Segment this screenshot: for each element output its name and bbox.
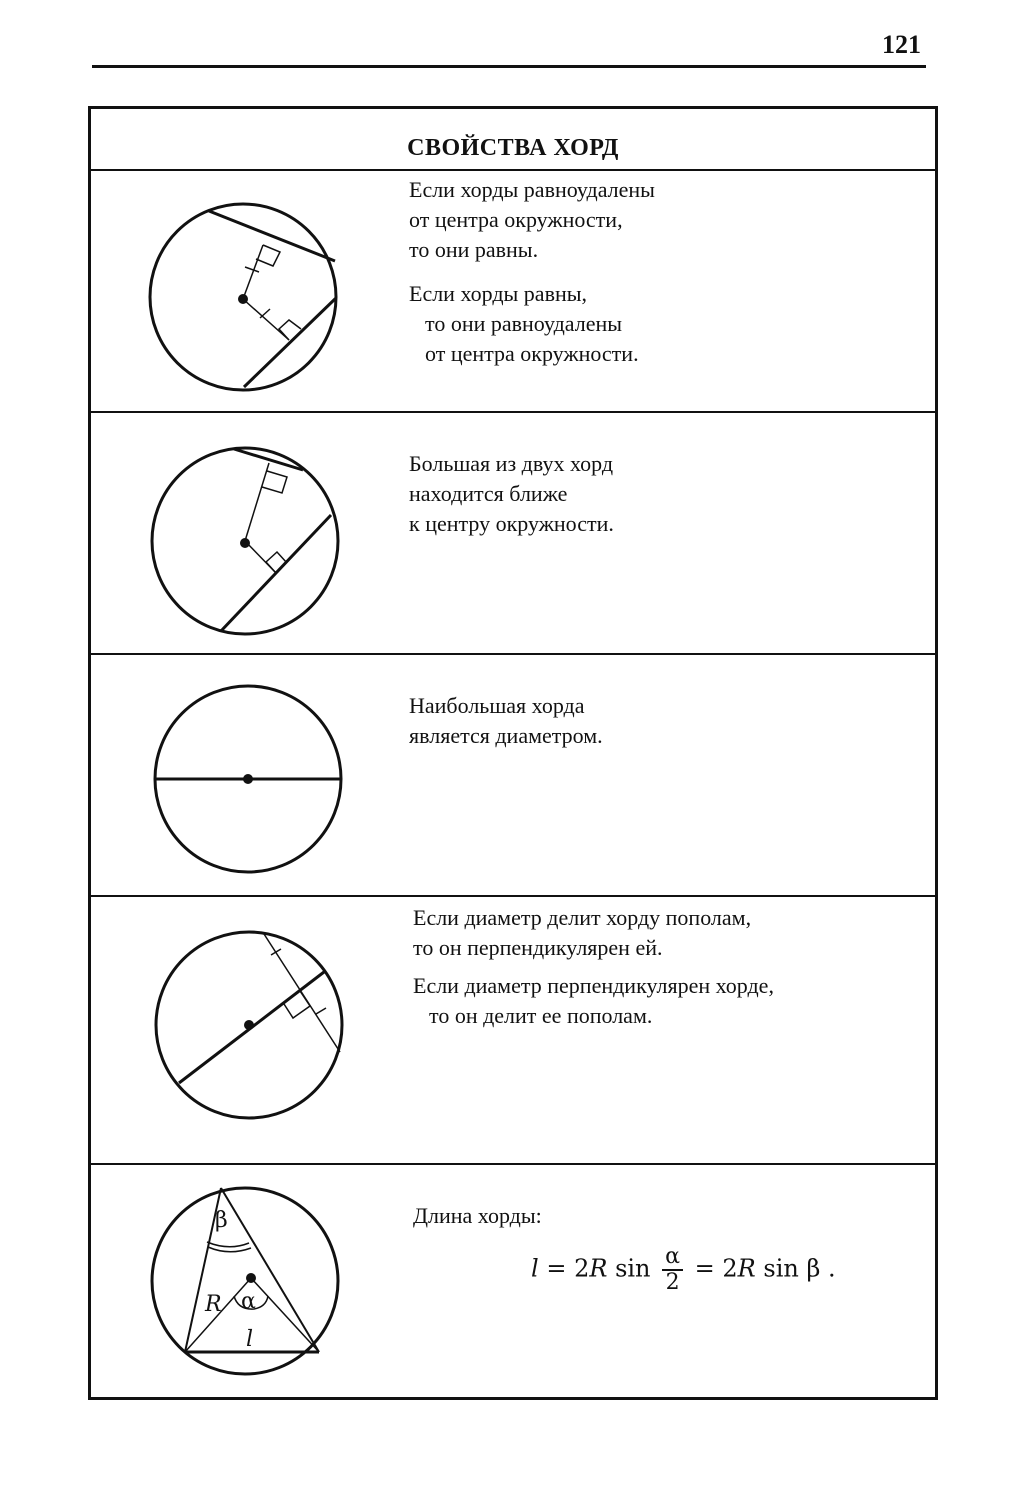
row-diameter bbox=[91, 655, 935, 897]
formula-R1: R bbox=[589, 1254, 608, 1283]
tick-mark-upper bbox=[245, 267, 259, 272]
text-line: от центра окружности, bbox=[409, 207, 623, 232]
perpendicular-short bbox=[245, 463, 269, 541]
chord-upper bbox=[209, 211, 335, 261]
row-chord-length bbox=[91, 1165, 935, 1397]
tick-mark-upper bbox=[271, 949, 281, 955]
formula-eq2: = 2 bbox=[694, 1254, 738, 1283]
right-angle-mark-long bbox=[266, 552, 287, 573]
table-header bbox=[91, 109, 935, 171]
center-point bbox=[244, 1020, 254, 1030]
header-rule bbox=[92, 65, 926, 68]
larger-chord-diagram bbox=[91, 413, 351, 655]
chord-length-formula bbox=[531, 1245, 836, 1295]
formula-alpha: α bbox=[662, 1245, 683, 1271]
text-line: то они равны. bbox=[409, 237, 539, 262]
center-point bbox=[238, 294, 248, 304]
text-line: к центру окружности. bbox=[409, 511, 614, 536]
formula-l: l bbox=[531, 1254, 539, 1283]
circle-outline bbox=[152, 1188, 338, 1374]
diameter-diagram bbox=[91, 655, 351, 897]
row-perpendicular-diameter bbox=[91, 897, 935, 1165]
text-line: от центра окружности. bbox=[425, 341, 639, 366]
equidistant-chords-diagram bbox=[91, 171, 351, 413]
page-number: 121 bbox=[882, 30, 921, 59]
row-equidistant-chords bbox=[91, 171, 935, 413]
formula-eq1: = 2 bbox=[546, 1254, 590, 1283]
text-line: находится ближе bbox=[409, 481, 568, 506]
text-line: Если диаметр делит хорду пополам, bbox=[413, 905, 752, 930]
text-line: Если хорды равны, bbox=[409, 281, 588, 306]
text-line: то они равноудалены bbox=[425, 311, 623, 336]
row-larger-chord bbox=[91, 413, 935, 655]
row-3-text bbox=[409, 691, 603, 751]
tick-mark-lower bbox=[316, 1008, 326, 1014]
angle-arc-beta-outer bbox=[207, 1242, 249, 1247]
formula-end: . bbox=[828, 1254, 836, 1283]
text-line: то он делит ее пополам. bbox=[429, 1003, 653, 1028]
row-1-text bbox=[409, 175, 655, 369]
formula-R2: R bbox=[737, 1254, 756, 1283]
text-line: Длина хорды: bbox=[413, 1203, 542, 1228]
formula-two: 2 bbox=[665, 1270, 680, 1295]
perpendicular-upper bbox=[243, 245, 263, 299]
right-angle-mark bbox=[284, 991, 310, 1018]
formula-sin1: sin bbox=[615, 1254, 651, 1283]
text-line: Если диаметр перпендикулярен хорде, bbox=[413, 973, 774, 998]
center-point bbox=[246, 1273, 256, 1283]
label-R: R bbox=[205, 1292, 222, 1317]
chord-properties-table bbox=[88, 106, 938, 1400]
formula-fraction bbox=[662, 1245, 683, 1295]
formula-sin2: sin bbox=[763, 1254, 799, 1283]
table-title: СВОЙСТВА ХОРД bbox=[407, 135, 619, 161]
center-point bbox=[243, 774, 253, 784]
text-line: Если хорды равноудалены bbox=[409, 177, 655, 202]
label-l: l bbox=[246, 1327, 254, 1352]
perpendicular-lower bbox=[243, 299, 289, 340]
perpendicular-diameter-diagram bbox=[91, 897, 351, 1165]
label-beta: β bbox=[215, 1208, 228, 1233]
row-4-text bbox=[413, 903, 774, 1031]
text-line: Большая из двух хорд bbox=[409, 451, 614, 476]
center-point bbox=[240, 538, 250, 548]
inscribed-side-right bbox=[221, 1188, 319, 1352]
chord-length-diagram bbox=[91, 1165, 361, 1397]
row-5-text bbox=[413, 1201, 542, 1231]
label-alpha: α bbox=[241, 1289, 256, 1314]
text-line: то он перпендикулярен ей. bbox=[413, 935, 663, 960]
row-2-text bbox=[409, 449, 614, 539]
angle-arc-beta-inner bbox=[208, 1247, 251, 1252]
formula-beta: β bbox=[806, 1254, 821, 1283]
radius-right bbox=[251, 1278, 319, 1352]
tick-mark-lower bbox=[260, 309, 270, 318]
text-line: является диаметром. bbox=[409, 723, 603, 748]
text-line: Наибольшая хорда bbox=[409, 693, 585, 718]
